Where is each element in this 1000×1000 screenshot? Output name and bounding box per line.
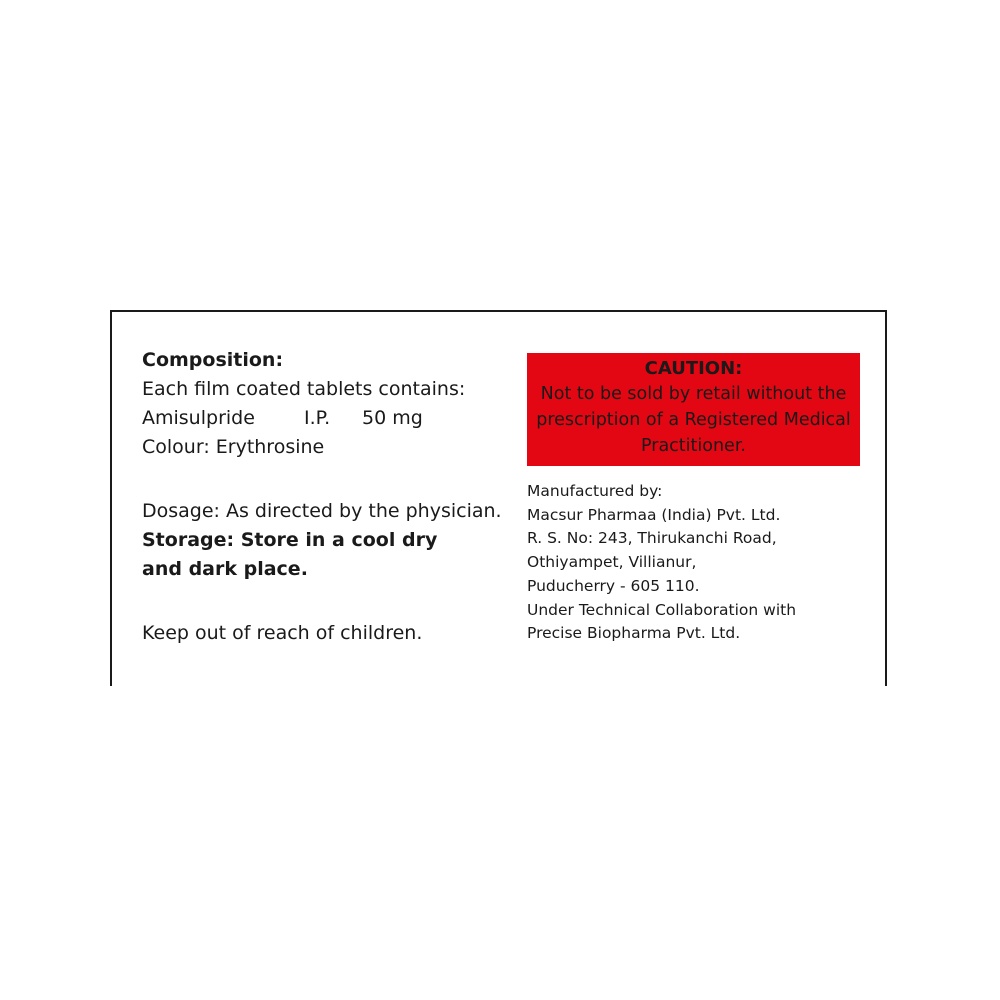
manufacturer-line: Macsur Pharmaa (India) Pvt. Ltd.: [527, 505, 781, 524]
ingredient-standard: I.P.: [304, 407, 331, 429]
manufacturer-line: Under Technical Collaboration with: [527, 600, 797, 619]
keep-out-warning: Keep out of reach of children.: [142, 622, 423, 644]
caution-title: CAUTION:: [644, 358, 743, 379]
colour-line: Colour: Erythrosine: [142, 436, 325, 458]
composition-heading: Composition:: [142, 349, 284, 371]
manufacturer-line: R. S. No: 243, Thirukanchi Road,: [527, 529, 777, 548]
ingredient-row: [142, 404, 512, 433]
manufacturer-section: [527, 480, 867, 646]
storage-text: Storage: Store in a cool dry and dark place.: [142, 529, 438, 580]
manufacturer-line: Othiyampet, Villianur,: [527, 553, 697, 572]
ingredient-amount: 50 mg: [362, 407, 423, 429]
composition-section: [142, 346, 512, 462]
ingredient-name: Amisulpride: [142, 407, 255, 429]
manufacturer-line: Manufactured by:: [527, 482, 663, 500]
composition-intro: Each film coated tablets contains:: [142, 378, 466, 400]
manufacturer-line: Puducherry - 605 110.: [527, 576, 700, 595]
caution-text: Not to be sold by retail without the prescription of a Registered Medical Practitioner.: [536, 384, 851, 456]
caution-box: [527, 353, 860, 466]
dosage-text: Dosage: As directed by the physician.: [142, 500, 502, 522]
manufacturer-line: Precise Biopharma Pvt. Ltd.: [527, 624, 741, 643]
